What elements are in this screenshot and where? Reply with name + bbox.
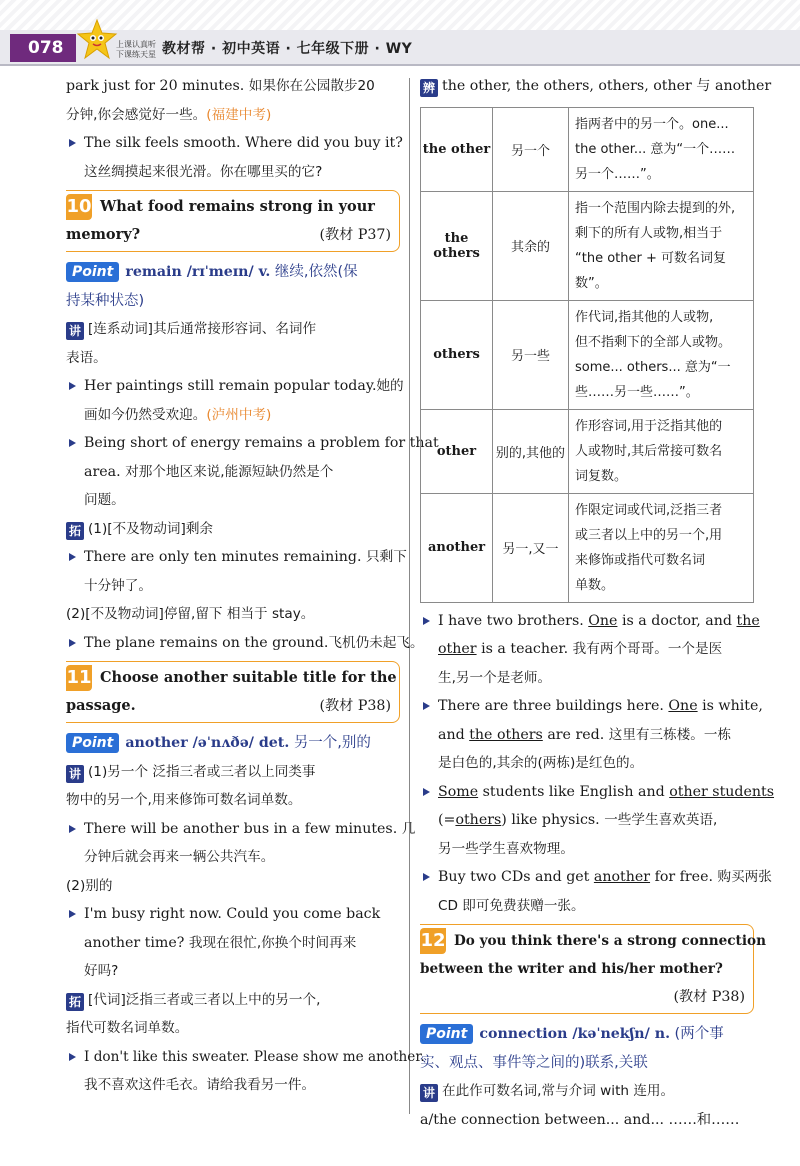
usage-line: 词复数。 <box>575 468 628 484</box>
usage-line: 作代词,指其他的人或物, <box>575 309 714 325</box>
text-line: 指代可数名词单数。 <box>66 1020 189 1036</box>
example-translation: 分钟后就会再来一辆公共汽车。 <box>84 849 275 865</box>
usage-line: 来修饰或指代可数名词 <box>575 552 706 568</box>
table-usage <box>569 107 754 191</box>
table-meaning: 另一个 <box>493 107 569 191</box>
point-badge: Point <box>420 1024 473 1044</box>
example-sentence-cont: area. 对那个地区来说,能源短缺仍然是个 <box>84 463 334 480</box>
example-sentence-cont: (=others) like physics. 一些学生喜欢英语, <box>438 812 718 828</box>
textbook-ref: (教材 P38) <box>319 698 391 714</box>
example-sentence: There will be another bus in a few minutes. 几 <box>66 815 400 844</box>
table-meaning: 别的,其他的 <box>493 409 569 493</box>
table-row <box>421 493 754 602</box>
text-line: 物中的另一个,用来修饰可数名词单数。 <box>66 792 302 808</box>
example-translation: 好吗? <box>84 963 119 979</box>
example-translation: 十分钟了。 <box>84 577 152 594</box>
table-word: the others <box>421 191 493 300</box>
extend-tag: 拓 <box>66 993 84 1011</box>
explain-block: 讲 [连系动词]其后通常接形容词、名词作 <box>66 315 400 344</box>
example-sentence: The silk feels smooth. Where did you buy it? <box>66 129 400 158</box>
example-translation: 画如今仍然受欢迎。(泸州中考) <box>84 406 272 423</box>
section-number: 11 <box>66 665 92 691</box>
usage-line: 或三者以上中的另一个,用 <box>575 527 723 543</box>
example-sentence: Buy two CDs and get another for free. 购买两张 <box>420 863 754 892</box>
table-word: the other <box>421 107 493 191</box>
table-row <box>421 107 754 191</box>
comparison-table <box>420 107 754 603</box>
explain-tag: 讲 <box>66 322 84 340</box>
section-11-heading: 11 Choose another suitable title for the passage. (教材 P38) <box>66 661 400 723</box>
extend-tag: 拓 <box>66 522 84 540</box>
section-10-heading: 10 What food remains strong in your memory? (教材 P37) <box>66 190 400 252</box>
example-sentence: Some students like English and other students <box>420 778 754 807</box>
example-sentence: The plane remains on the ground.飞机仍未起飞。 <box>66 629 400 658</box>
usage-line: 人或物时,其后常接可数名 <box>575 443 723 459</box>
usage-line: 指两者中的另一个。one... <box>575 116 729 132</box>
extend-block: 拓 (1)[不及物动词]剩余 <box>66 515 400 544</box>
table-word: another <box>421 493 493 602</box>
example-translation: CD 即可免费获赠一张。 <box>438 897 585 914</box>
header-stripes <box>0 0 800 30</box>
distinguish-heading: 辨 the other, the others, others, other 与 another <box>420 72 754 101</box>
explain-block: 讲 在此作可数名词,常与介词 with 连用。 <box>420 1077 754 1106</box>
book-title: 教材帮 · 初中英语 · 七年级下册 · WY <box>162 41 413 57</box>
usage-line: 剩下的所有人或物,相当于 <box>575 225 723 241</box>
example-sentence-cont: other is a teacher. 我有两个哥哥。一个是医 <box>438 641 723 657</box>
table-usage <box>569 300 754 409</box>
text-line: (2)[不及物动词]停留,留下 相当于 stay。 <box>66 606 315 622</box>
point-badge: Point <box>66 262 119 282</box>
example-sentence-cont: and the others are red. 这里有三栋楼。一栋 <box>438 726 732 743</box>
section-12-heading: 12 Do you think there's a strong connection between the writer and his/her mother? (教材 P38) <box>420 924 754 1014</box>
usage-line: some... others... 意为“一 <box>575 359 731 375</box>
example-sentence: There are only ten minutes remaining. 只剩下 <box>66 543 400 572</box>
example-translation: 是白色的,其余的(两栋)是红色的。 <box>438 755 644 771</box>
header-slogan <box>116 40 156 60</box>
point-meaning: 实、观点、事件等之间的)联系,关联 <box>420 1054 648 1071</box>
section-number: 10 <box>66 194 92 220</box>
text-line: (2)别的 <box>66 877 113 894</box>
extend-block: 拓 [代词]泛指三者或三者以上中的另一个, <box>66 986 400 1015</box>
usage-line: 作形容词,用于泛指其他的 <box>575 418 723 434</box>
table-usage <box>569 191 754 300</box>
slogan-line-2: 下课练天星 <box>116 50 156 59</box>
source-note: (泸州中考) <box>206 406 272 423</box>
table-meaning: 其余的 <box>493 191 569 300</box>
explain-tag: 讲 <box>66 765 84 783</box>
explain-tag: 讲 <box>420 1084 438 1102</box>
page-number: 078 <box>10 34 76 62</box>
page-header <box>0 0 800 66</box>
example-sentence: There are three buildings here. One is white, <box>420 692 754 721</box>
example-sentence: Being short of energy remains a problem for that <box>66 429 400 458</box>
example-translation: 另一些学生喜欢物理。 <box>438 840 574 857</box>
table-row <box>421 300 754 409</box>
table-word: others <box>421 300 493 409</box>
source-note: (福建中考) <box>206 106 272 123</box>
example-translation: 这丝绸摸起来很光滑。你在哪里买的它? <box>84 163 323 180</box>
usage-line: 些……另一些……”。 <box>575 384 699 400</box>
explain-block: 讲 (1)另一个 泛指三者或三者以上同类事 <box>66 758 400 787</box>
textbook-ref: (教材 P37) <box>319 227 391 243</box>
text-line: a/the connection between... and... ……和…… <box>420 1111 740 1128</box>
example-translation: 我不喜欢这件毛衣。请给我看另一件。 <box>84 1077 316 1093</box>
table-row <box>421 191 754 300</box>
table-row <box>421 409 754 493</box>
usage-line: “the other + 可数名词复数”。 <box>575 250 726 291</box>
table-word: other <box>421 409 493 493</box>
example-sentence: I don't like this sweater. Please show me another. <box>66 1043 400 1072</box>
example-sentence: I have two brothers. One is a doctor, and the <box>420 607 754 636</box>
text-line: 表语。 <box>66 349 107 366</box>
table-usage <box>569 493 754 602</box>
table-usage <box>569 409 754 493</box>
table-meaning: 另一,又一 <box>493 493 569 602</box>
usage-line: 单数。 <box>575 577 615 593</box>
point-connection: Point connection /kəˈnekʃn/ n. (两个事 <box>420 1020 754 1049</box>
star-mascot-logo <box>76 18 118 62</box>
usage-line: 另一个……”。 <box>575 166 660 182</box>
usage-line: 指一个范围内除去提到的外, <box>575 200 736 216</box>
text-line: park just for 20 minutes. 如果你在公园散步20 <box>66 78 375 94</box>
point-badge: Point <box>66 733 119 753</box>
example-sentence: I'm busy right now. Could you come back <box>66 900 400 929</box>
usage-line: 作限定词或代词,泛指三者 <box>575 502 723 518</box>
example-translation: 问题。 <box>84 492 125 508</box>
column-divider <box>409 78 410 1114</box>
slogan-line-1: 上课认真听 <box>116 40 156 49</box>
point-another: Point another /əˈnʌðə/ det. 另一个,别的 <box>66 729 400 758</box>
distinguish-tag: 辨 <box>420 79 438 97</box>
example-translation: 生,另一个是老师。 <box>438 669 552 686</box>
textbook-ref: (教材 P38) <box>673 989 745 1005</box>
point-remain: Point remain /rɪˈmeɪn/ v. 继续,依然(保 <box>66 258 400 287</box>
section-number: 12 <box>420 928 446 954</box>
table-meaning: 另一些 <box>493 300 569 409</box>
text-line: 分钟,你会感觉好一些。(福建中考) <box>66 106 272 123</box>
usage-line: 但不指剩下的全部人或物。 <box>575 334 732 350</box>
example-sentence: Her paintings still remain popular today.她的 <box>66 372 400 401</box>
usage-line: the other... 意为“一个…… <box>575 141 736 157</box>
example-sentence-cont: another time? 我现在很忙,你换个时间再来 <box>84 934 357 951</box>
right-column <box>420 72 775 1134</box>
point-meaning: 持某种状态) <box>66 292 145 309</box>
